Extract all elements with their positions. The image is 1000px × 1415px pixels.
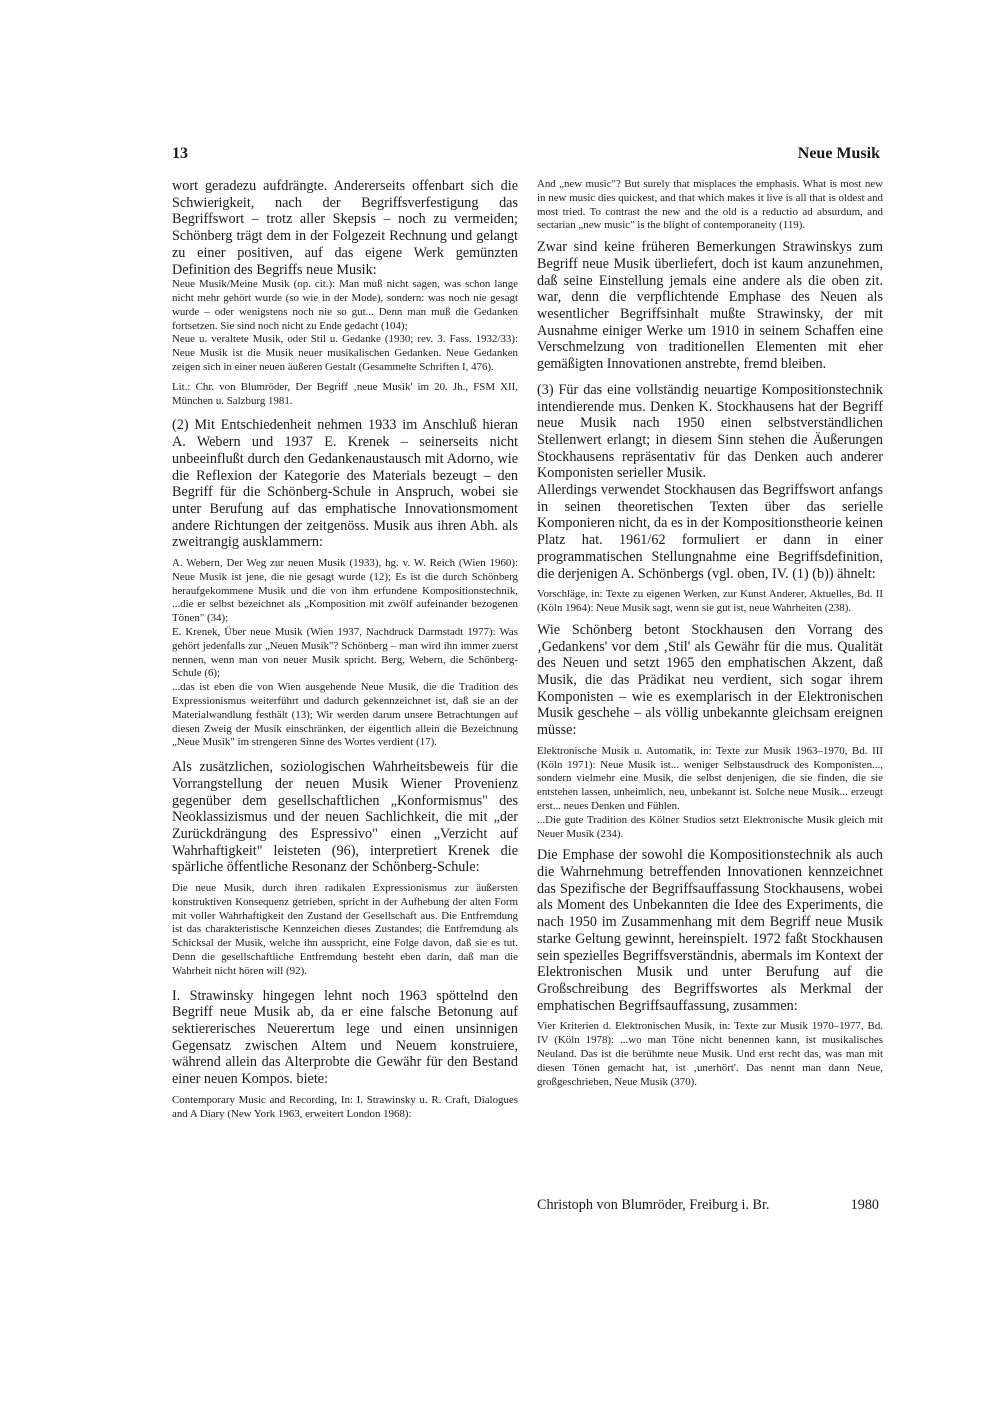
citation-paragraph: ...Die gute Tradition des Kölner Studios setzt Elektronische Musik gleich mit Neuer Musik (234). bbox=[537, 813, 883, 840]
citation-paragraph: Neue Musik/Meine Musik (op. cit.): Man muß nicht sagen, was schon lange nicht mehr gehört wurde (so wie in der Mode), sondern: was noch nie gesagt wurde – oder wenigstens noch nie so gut... Denn man muß die Gedanken fortsetzen. Sie sind noch nicht zu Ende gedacht (104); bbox=[172, 278, 518, 332]
paragraph-spacer bbox=[172, 750, 518, 759]
body-paragraph: Die Emphase der sowohl die Kompositionstechnik als auch die Wahrnehmung betreffenden Innovationen kennzeichnet das Spezifische der Begriffsauffassung Stockhausens, wobei als Moment des Unbekannten die Idee des Experiments, die nach 1950 im Zusammenhang mit dem Begriff neue Musik starke Geltung gewinnt, hereinspielt. 1972 faßt Stockhausen sein spezielles Begriffsverständnis, abermals im Kontext der Elektronischen Musik und unter Berufung auf die Großschreibung des Begriffswortes als Merkmal der emphatischen Begriffsauffassung, zusammen: bbox=[537, 847, 883, 1014]
citation-paragraph: A. Webern, Der Weg zur neuen Musik (1933), hg. v. W. Reich (Wien 1960): Neue Musik ist jene, die nie gesagt wurde (12); Es ist die durch Schönberg heraufgekommene Musik und die von ihm erfundene Kompositionstechnik, ...die er selbst bezeichnet als „Komposition mit zwölf aufeinander bezogenen Tönen" (34); bbox=[172, 557, 518, 625]
author-signature: Christoph von Blumröder, Freiburg i. Br. bbox=[537, 1197, 770, 1213]
citation-paragraph: Neue u. veraltete Musik, oder Stil u. Gedanke (1930; rev. 3. Fass. 1932/33): Neue Musik ist die Musik neuer musikalischen Gedanken. Neue Gedanken zeigen sich in einer neuen äußeren Gestalt (Gesammelte Schriften I, 476). bbox=[172, 333, 518, 373]
page-number: 13 bbox=[172, 145, 188, 162]
running-head: Neue Musik bbox=[797, 145, 880, 162]
body-paragraph: (2) Mit Entschiedenheit nehmen 1933 im Anschluß hieran A. Webern und 1937 E. Krenek – seinerseits nicht unbeeinflußt durch den Gedankenaustausch mit Adorno, wie die Reflexion der Kategorie des Materials bezeugt – den Begriff für die Schönberg-Schule in Anspruch, wobei sie unter Berufung auf das emphatische Innovationsmoment andere Richtungen der zeitgenöss. Musik aus ihren Abh. als zweitrangig ausklammern: bbox=[172, 417, 518, 551]
citation-paragraph: And „new music"? But surely that misplaces the emphasis. What is most new in new music dies quickest, and that which makes it live is all that is oldest and most tried. To contrast the new and the old is a reductio ad absurdum, and sectarian „new music" is the blight of contemporaneity (119). bbox=[537, 178, 883, 232]
body-paragraph: wort geradezu aufdrängte. Andererseits offenbart sich die Schwierigkeit, nach der Begriffsverfestigung das Begriffswort – trotz aller Skepsis – noch zu vermeiden; Schönberg trägt dem in der Folgezeit Rechnung und gelangt zu einer positiven, auf das eigene Werk gemünzten Definition des Begriffs neue Musik: bbox=[172, 178, 518, 278]
citation-paragraph: Elektronische Musik u. Automatik, in: Texte zur Musik 1963–1970, Bd. III (Köln 1971): Neue Musik ist... weniger Selbstausdruck des Komponisten..., sondern vielmehr eine Musik, die selbst denjenigen, die sie finden, die sie entstehen lassen, unheimlich, neu, unbekannt ist. Solche neue Musik... erzeugt erst... neues Denken und Fühlen. bbox=[537, 744, 883, 812]
citation-paragraph: Vorschläge, in: Texte zu eigenen Werken, zur Kunst Anderer, Aktuelles, Bd. II (Köln 1964): Neue Musik sagt, wenn sie gut ist, neue Wahrheiten (238). bbox=[537, 588, 883, 615]
paragraph-spacer bbox=[172, 408, 518, 417]
body-paragraph: (3) Für das eine vollständig neuartige Kompositionstechnik intendierende mus. Denken K. Stockhausens hat der Begriff neue Musik nach 1950 einen selbstverständlichen Stellenwert erlangt; in diesem Sinn stehen die Äußerungen Stockhausens repräsentativ für das Denken auch anderer Komponisten serieller Musik. bbox=[537, 381, 883, 482]
paragraph-spacer bbox=[537, 373, 883, 382]
citation-paragraph: Contemporary Music and Recording, In: I. Strawinsky u. R. Craft, Dialogues and A Diary (New York 1963, erweitert London 1968): bbox=[172, 1093, 518, 1120]
signature-year: 1980 bbox=[850, 1197, 879, 1213]
citation-paragraph: Lit.: Chr. von Blumröder, Der Begriff ‚neue Musik' im 20. Jh., FSM XII, München u. Salzburg 1981. bbox=[172, 380, 518, 407]
body-paragraph: Allerdings verwendet Stockhausen das Begriffswort anfangs in seinen theoretischen Texten über das serielle Komponieren nicht, da es in der Kompositionstheorie keinen Platz hat. 1961/62 formuliert er dann in einer programmatischen Stellungnahme eine Begriffsdefinition, die derjenigen A. Schönbergs (vgl. oben, IV. (1) (b)) ähnelt: bbox=[537, 482, 883, 582]
body-paragraph: I. Strawinsky hingegen lehnt noch 1963 spöttelnd den Begriff neue Musik ab, da er eine falsche Betonung auf sektiererisches Neuerertum lege und einen unsinnigen Gegensatz zwischen Altem und Neuem konstruiere, während allein das Alterprobte die Gewähr für den Bestand einer neuen Kompos. biete: bbox=[172, 987, 518, 1088]
left-column bbox=[172, 178, 518, 1121]
signature bbox=[537, 1197, 879, 1214]
citation-paragraph: Vier Kriterien d. Elektronischen Musik, in: Texte zur Musik 1970–1977, Bd. IV (Köln 1978): ...wo man Töne nicht benennen kann, ist musikalisches Neuland. Das ist die berühmte neue Musik. Und erst recht das, was man mit diesen Tönen gemacht hat, ist ‚unerhört'. Das nennt man dann Neue, großgeschrieben, Neue Musik (370). bbox=[537, 1020, 883, 1088]
body-paragraph: Zwar sind keine früheren Bemerkungen Strawinskys zum Begriff neue Musik überliefert, doch ist kaum anzunehmen, daß seine Einstellung jemals eine andere als die oben zit. war, denn die verpflichtende Emphase des Neuen als wesentlicher Begriffsinhalt mußte Strawinsky, der mit Ausnahme einiger Werke um 1910 in seinem Schaffen eine Verschmelzung von traditionellen Elementen mit eher gemäßigten Innovationen anstrebte, fremd bleiben. bbox=[537, 239, 883, 373]
paragraph-spacer bbox=[172, 979, 518, 988]
right-column bbox=[537, 178, 883, 1089]
citation-paragraph: E. Krenek, Über neue Musik (Wien 1937, Nachdruck Darmstadt 1977): Was gehört jedenfalls zur „Neuen Musik"? Schönberg – man wird ihn immer zuerst nennen, wenn man von neuer Musik spricht. Berg, Webern, die Schönberg-Schule (6); bbox=[172, 626, 518, 680]
body-paragraph: Wie Schönberg betont Stockhausen den Vorrang des ‚Gedankens' vor dem ‚Stil' als Gewähr für die mus. Qualität des Neuen und setzt 1965 den emphatischen Akzent, daß Musik, die das Prädikat neu verdient, sich sogar ihrem Komponisten – wie es exemplarisch in der Elektronischen Musik geschehe – als völlig unbekannte gleichsam ereignen müsse: bbox=[537, 621, 883, 739]
citation-paragraph: Die neue Musik, durch ihren radikalen Expressionismus zur äußersten konstruktiven Konsequenz getrieben, spricht in der Aufhebung der alten Form mit voller Wahrhaftigkeit den Zustand der Gesellschaft aus. Die Entfremdung ist das charakteristische Kennzeichen dieses Zustandes; die Entfremdung als Schicksal der Musik, welche ihn ausspricht, eine Folge davon, daß sie es tut. Denn die gesellschaftliche Entfremdung besteht eben darin, daß man die Wahrheit nicht hören will (92). bbox=[172, 882, 518, 977]
body-paragraph: Als zusätzlichen, soziologischen Wahrheitsbeweis für die Vorrangstellung der neuen Musik Wiener Provenienz gegenüber dem gesellschaftlichen „Konformismus" des Neoklassizismus und der neuen Sachlichkeit, die mit „der Zurückdrängung des Espressivo" einen „Verzicht auf Wahrhaftigkeit" leisteten (96), interpretiert Krenek die spärliche öffentliche Resonanz der Schönberg-Schule: bbox=[172, 759, 518, 876]
citation-paragraph: ...das ist eben die von Wien ausgehende Neue Musik, die die Tradition des Expressionismus weiterführt und dadurch gekennzeichnet ist, daß sie an der Materialwandlung festhält (13); Wir werden darum unsere Betrachtungen auf diesen Zweig der Musik einschränken, der eigentlich allein die Bezeichnung „Neue Musik" im strengeren Sinne des Wortes verdient (17). bbox=[172, 681, 518, 749]
